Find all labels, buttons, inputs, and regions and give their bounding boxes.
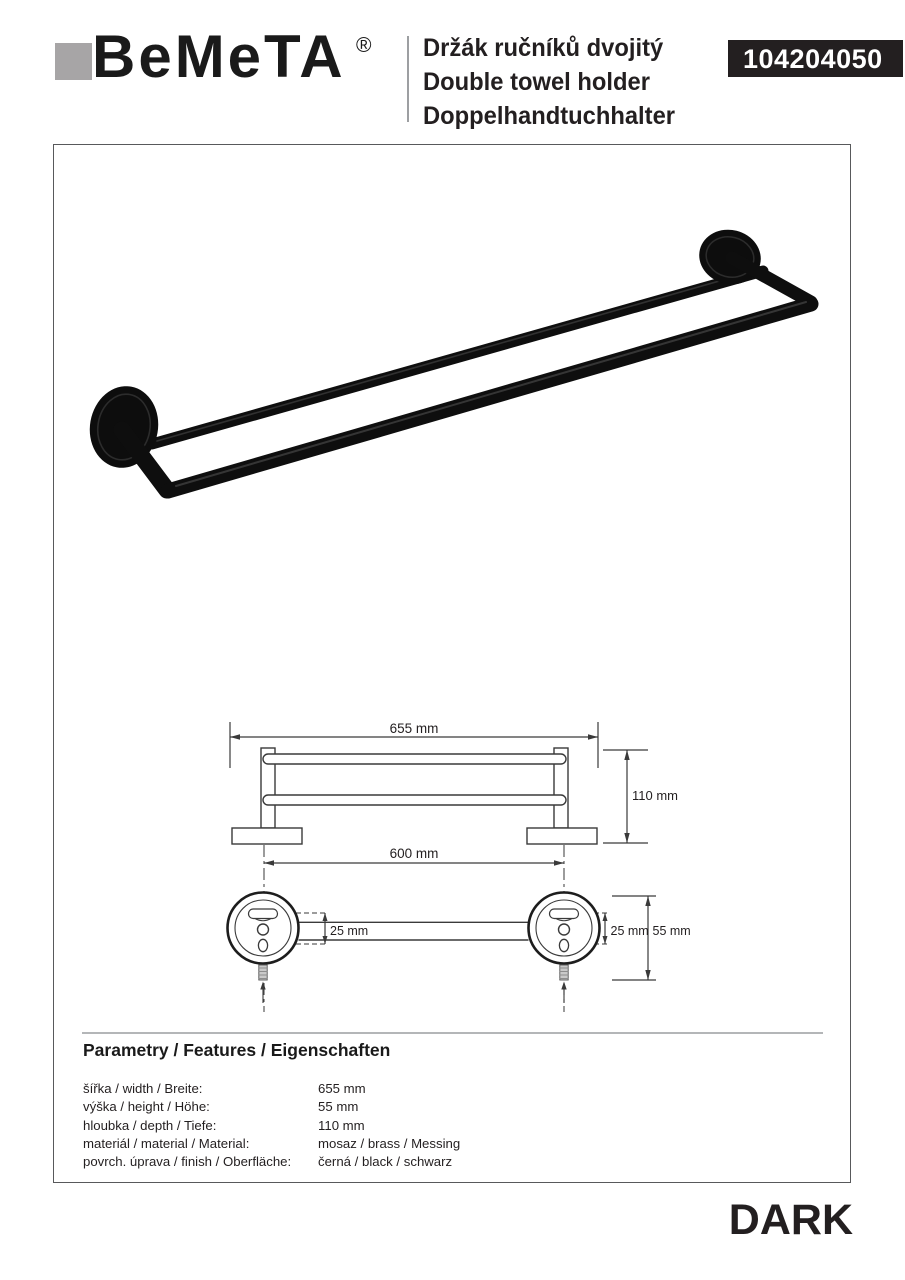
product-code-badge [728,40,903,77]
product-photo [60,150,850,550]
parameters-table [83,1080,460,1171]
front-view-left-plate [228,893,299,1004]
logo-gray-square [55,43,92,80]
param-value: 110 mm [318,1117,365,1133]
table-row [83,1135,460,1153]
parameters-heading: Parametry / Features / Eigenschaften [83,1040,391,1060]
front-rail [168,304,811,491]
top-view [232,748,597,844]
table-row [83,1117,460,1135]
section-separator [82,1032,823,1034]
dim-width-centers-label: 600 mm [389,846,439,861]
product-title-en: Double towel holder [423,68,650,96]
dim-depth-label: 110 mm [632,788,678,803]
product-titles [423,31,675,133]
param-label: hloubka / depth / Tiefe: [83,1117,217,1133]
dim-hole-right-label: 25 mm [610,924,649,938]
param-value: mosaz / brass / Messing [318,1135,461,1151]
param-value: 55 mm [318,1099,359,1115]
dim-hole-left-label: 25 mm [330,924,369,938]
header-divider [407,36,409,122]
product-code: 104204050 [743,44,883,74]
registered-trademark-icon: ® [356,34,372,57]
param-value: 655 mm [318,1081,366,1096]
param-label: výška / height / Höhe: [83,1099,210,1115]
series-name: DARK [728,1196,853,1244]
dim-width-top-label: 655 mm [389,721,439,736]
table-row [83,1098,460,1116]
param-label: materiál / material / Material: [83,1135,250,1151]
rear-rail [152,271,763,444]
table-row [83,1080,460,1098]
param-value: černá / black / schwarz [318,1154,453,1170]
param-label: povrch. úprava / finish / Oberfläche: [83,1154,292,1170]
product-title-cs: Držák ručníků dvojitý [423,34,664,62]
product-title-de: Doppelhandtuchhalter [423,102,676,130]
param-label: šířka / width / Breite: [83,1081,203,1096]
dim-plate-label: 55 mm [652,924,691,938]
table-row [83,1153,460,1171]
technical-drawing [180,700,700,1020]
brand-logo: BeMeTA [92,23,346,90]
front-view-right-plate [529,893,600,1004]
